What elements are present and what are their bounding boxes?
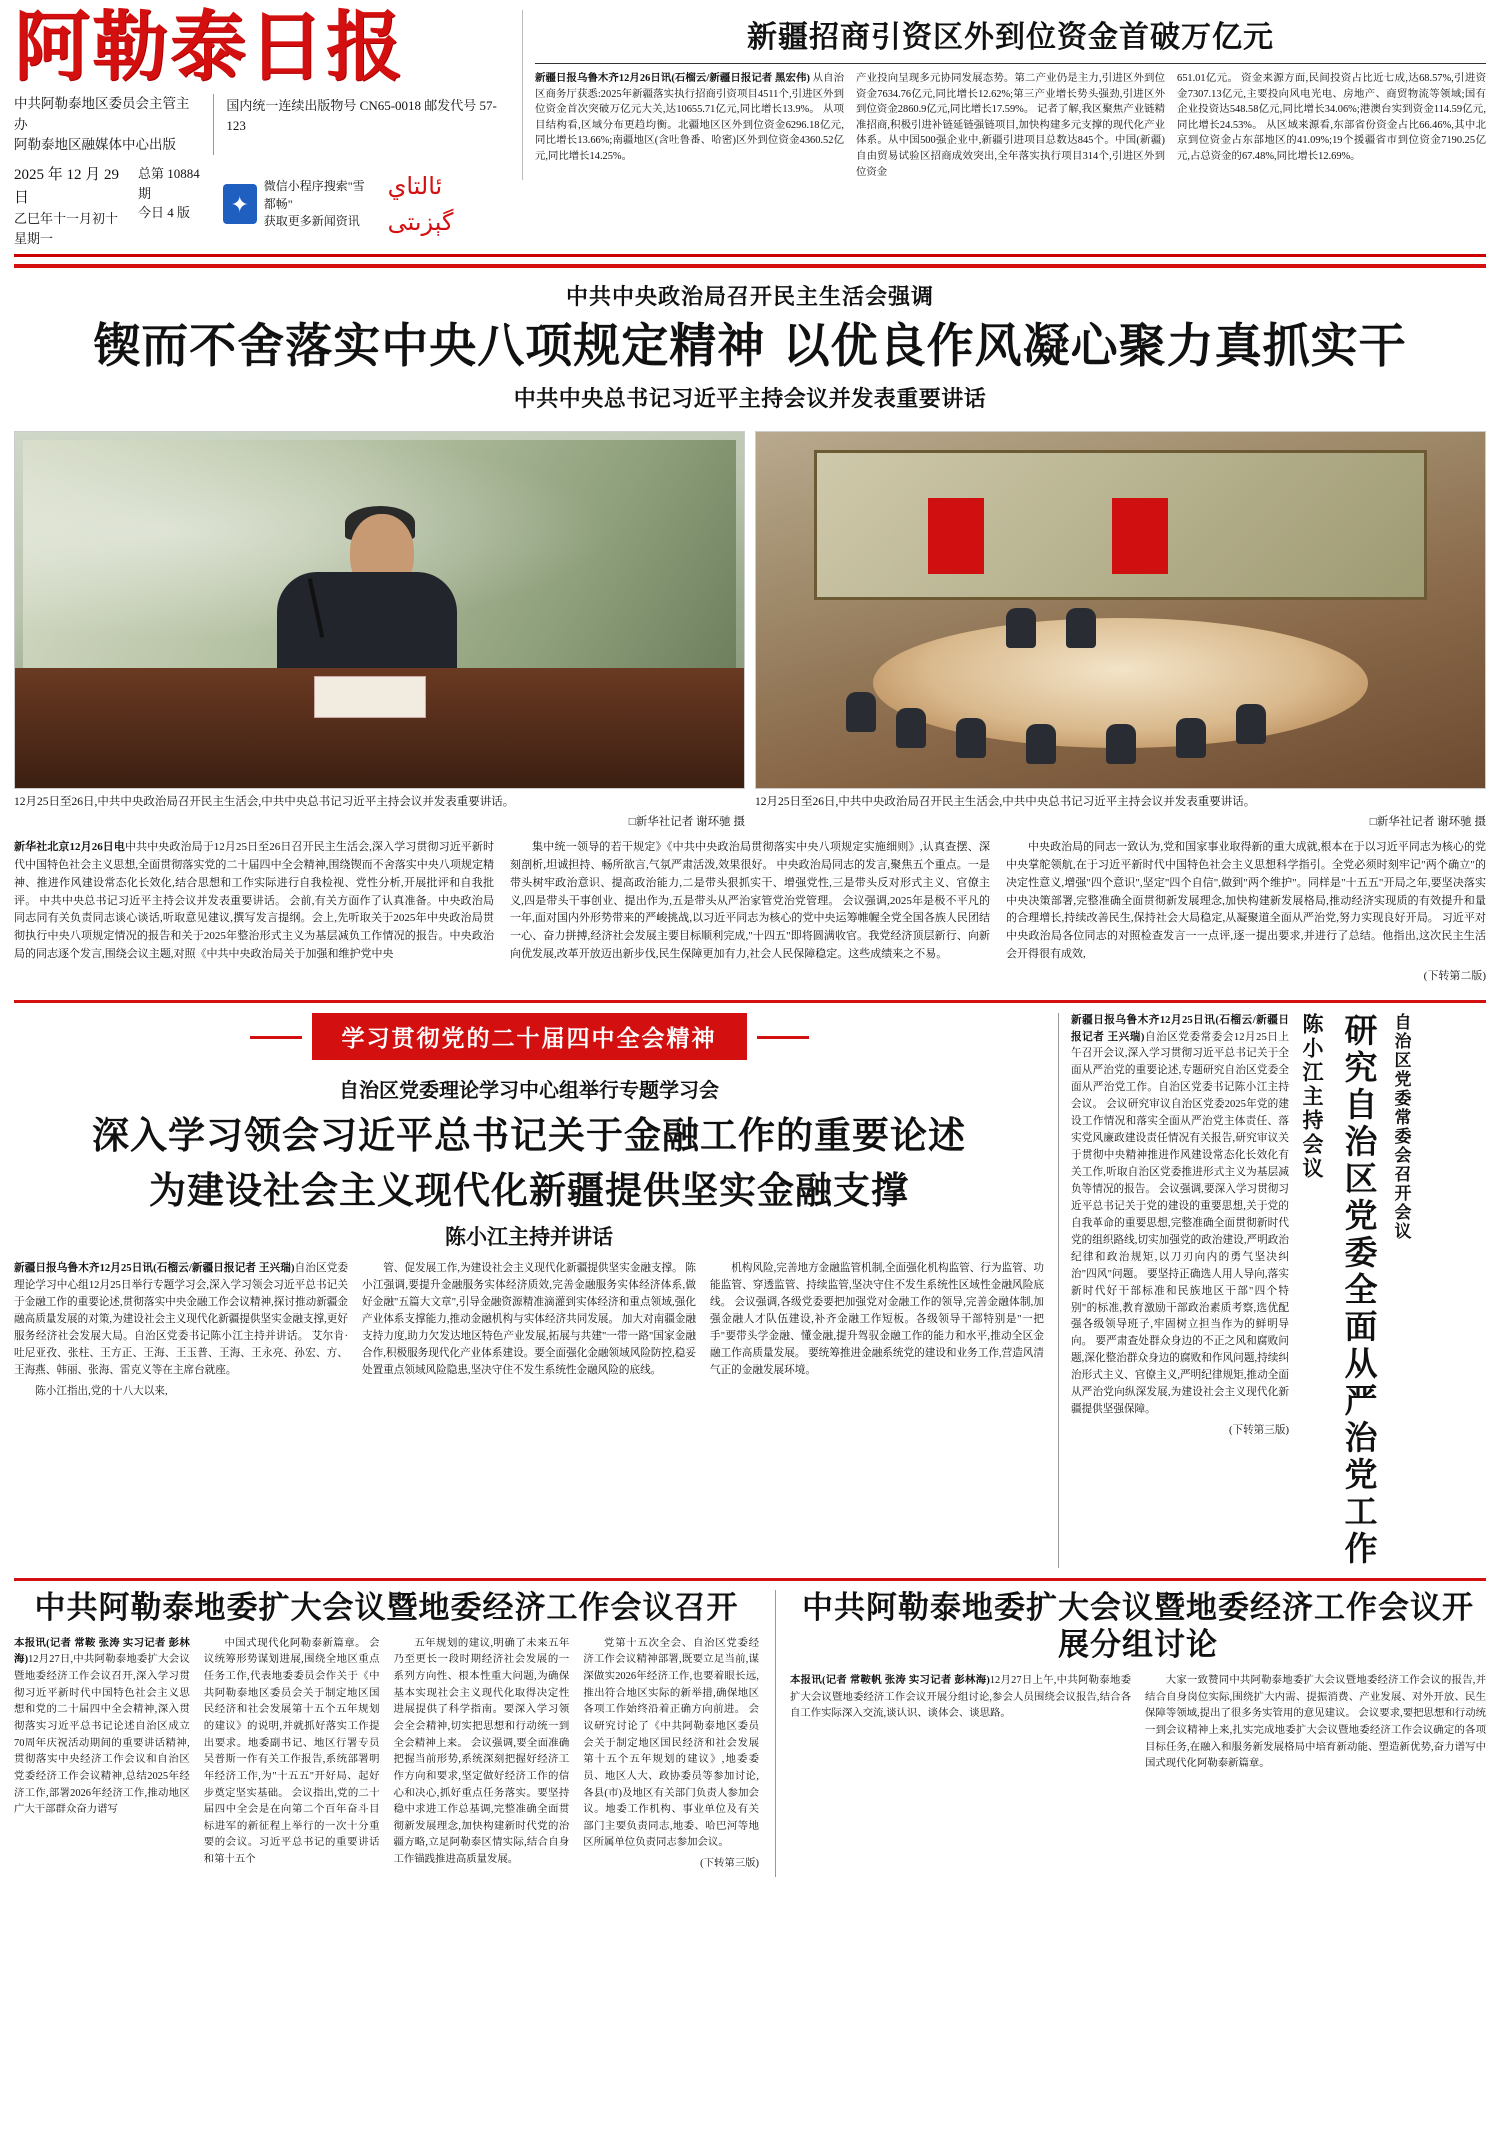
mid-columns [14, 1261, 1044, 1405]
photo-caption: 12月25日至26日,中共中央政治局召开民主生活会,中共中央总书记习近平主持会议并发表重要讲话。 [755, 795, 1256, 808]
top-story-column: 651.01亿元。 资金来源方面,民间投资占比近七成,达68.57%,引进资金7307.13亿元,主要投向风电光电、房地产、商贸物流等领域;国有企业投资达548.58亿元,同比增长34.06%;港澳台实到资金114.59亿元,同比增长24.53%。 从区域来源看,东部省份资金占比66.46%,其中北京到位资金占东部地区的41.09%;19个援疆省市到位资金7190.25亿元,占总资金的67.48%,同比增长12.69%。 [1177, 73, 1486, 163]
bottom-right-lead-paragraph [790, 1673, 1131, 1723]
top-story-columns [535, 71, 1486, 180]
dateline: 新疆日报乌鲁木齐12月25日讯(石榴云/新疆日报记者 王兴瑞) [1071, 1014, 1289, 1043]
bottom-left-columns [14, 1636, 759, 1877]
bottom-right-body: 大家一致赞同中共阿勒泰地委扩大会议暨地委经济工作会议的报告,并结合自身岗位实际,围绕扩大内需、提振消费、产业发展、对外开放、民生保障等领域,提出了很多务实管用的意见建议。 会议要求,要把思想和行动统一到会议精神上来,扎实完成地委扩大会议暨地委经济工作会议确定的各项目标任务,在融入和服务新发展格局中培育新动能、塑造新优势,奋力谱写中国式现代化阿勒泰新篇章。 [1145, 1674, 1486, 1770]
seated-participant [1176, 718, 1206, 758]
issue-block [138, 164, 205, 223]
bottom-left-column [583, 1636, 759, 1877]
date-block [14, 164, 120, 248]
bottom-body: 12月27日,中共阿勒泰地委扩大会议暨地委经济工作会议召开,深入学习贯彻习近平新时代中国特色社会主义思想和党的二十届四中全会精神,深入贯彻落实习近平总书记论述自治区成立70周年庆祝活动期间的重要讲话精神,贯彻落实中央经济工作会议和自治区党委经济工作会议精神,总结2025年经济工作,部署2026年经济工作,推动地区广大干部群众奋力谱写 [14, 1654, 190, 1816]
standing-committee-story [1058, 1013, 1486, 1568]
bottom-right-headline: 中共阿勒泰地委扩大会议暨地委经济工作会议开展分组讨论 [802, 1589, 1474, 1663]
serial-number: 国内统一连续出版物号 CN65-0018 邮发代号 57-123 [226, 98, 497, 133]
top-story-dateline: 新疆日报乌鲁木齐12月26日讯(石榴云/新疆日报记者 黑宏伟) [535, 73, 810, 84]
seated-participant [1106, 724, 1136, 764]
miniprogram-line-1: 微信小程序搜索"雪都畅" [263, 179, 365, 211]
mid-body: 自治区党委理论学习中心组12月25日举行专题学习会,深入学习领会习近平总书记关于金融工作的重要论述,贯彻落实中央金融工作会议精神,探讨推动新疆金融高质量发展的对策,为建设社会主义现代化新疆提供坚实金融支撑,更好服务经济社会发展大局。自治区党委书记陈小江主持并讲话。 艾尔肯·吐尼亚孜、张柱、王方正、王海、王玉普、王海、王永亮、孙宏、方、王海燕、韩丽、张海、雷克义等在主席台就座。 [14, 1263, 349, 1376]
mid-lead-paragraph [14, 1261, 348, 1380]
masthead-right-story [522, 10, 1486, 180]
mid-column [362, 1261, 696, 1405]
mid-column [14, 1261, 348, 1405]
masthead [14, 2, 1486, 257]
masthead-left [14, 2, 522, 248]
vertical-subhead: 陈小江主持会议 [1300, 1012, 1324, 1181]
lead-body: 中共中央政治局于12月25日至26日召开民主生活会,深入学习贯彻习近平新时代中国特色社会主义思想,全面贯彻落实党的二十届四中全会精神,围绕锲而不舍落实中央八项规定精神、推进作风建设常态化长效化,结合思想和工作实际进行自我检视、党性分析,开展批评和自我批评。 中共中央总书记习近平主持会议并发表重要讲话。 会前,有关方面作了认真准备。中央政治局同志同有关负责同志谈心谈话,听取意见建议,撰写发言提纲。会上,先听取关于2025年中央政治局贯彻执行中央八项规定情况的报告和关于2025年整治形式主义为基层减负工作情况的报告。中央政治局的同志逐个发言,围绕会议主题,对照《中共中央政治局关于加强和维护党中央 [14, 841, 495, 960]
vertical-story-text [1071, 1013, 1289, 1568]
mid-body-2: 陈小江指出,党的十八大以来, [35, 1385, 168, 1397]
national-flag-icon [928, 498, 984, 574]
photo-credit: □新华社记者 谢环驰 摄 [628, 816, 745, 829]
publisher-line-1: 中共阿勒泰地区委员会主管主办 [14, 96, 190, 132]
bottom-right-column [790, 1673, 1131, 1777]
seated-participant [1236, 704, 1266, 744]
newspaper-logo: 阿勒泰日报 [14, 2, 404, 91]
section-banner: 学习贯彻党的二十届四中全会精神 [312, 1013, 747, 1060]
top-story-body: 从自治区商务厅获悉:2025年新疆落实执行招商引资项目4511个,引进区外到位资金首次突破万亿元大关,达10655.71亿元,同比增长13.9%。 从项目结构看,区域分布更趋均衡。北疆地区区外到位资金6296.18亿元,同比增长13.66%;南疆地区(含吐鲁番、哈密)区外到位资金4360.52亿元,同比增长14.25%。 [535, 73, 844, 163]
bottom-body: 党第十五次全会、自治区党委经济工作会议精神部署,既要立足当前,谋深做实2026年经济工作,也要着眼长远,推出符合地区实际的新举措,确保地区各项工作始终沿着正确方向前进。 会议研究讨论了《中共阿勒泰地区委员会关于制定地区国民经济和社会发展第十五个五年规划的建议》,地委委员、地区人大、政协委员等参加讨论,各县(市)及地区有关部门负责人参加会议。地委工作机构、事业单位及有关部门主要负责同志,地委、哈巴河等地区所属单位负责同志参加会议。 [583, 1637, 759, 1849]
seated-participant [1026, 724, 1056, 764]
vertical-kicker: 自治区党委常委会召开会议 [1391, 1012, 1411, 1241]
bottom-right-body: 12月27日上午,中共阿勒泰地委扩大会议暨地委经济工作会议开展分组讨论,参会人员围绕会议报告,结合各自工作实际深入交流,谈认识、谈体会、谈思路。 [790, 1674, 1131, 1720]
miniprogram-promo[interactable] [223, 168, 496, 240]
issue-number: 总第 10884 期 [138, 166, 200, 201]
seated-participant [1006, 608, 1036, 648]
photo-speaker-at-table [14, 431, 745, 789]
mid-subhead: 陈小江主持并讲话 [445, 1225, 613, 1250]
mid-headline-line-1: 深入学习领会习近平总书记关于金融工作的重要论述 [92, 1112, 966, 1157]
nameplate [314, 676, 426, 718]
top-story-column [535, 71, 844, 180]
bottom-left-headline: 中共阿勒泰地委扩大会议暨地委经济工作会议召开 [34, 1589, 739, 1626]
continued-marker: (下转第三版) [1228, 1425, 1289, 1437]
seated-participant [896, 708, 926, 748]
page-count: 今日 4 版 [138, 205, 191, 221]
vertical-body: 自治区党委常委会12月25日上午召开会议,深入学习贯彻习近平总书记关于全面从严治党的重要论述,专题研究自治区党委全面从严治党工作。自治区党委书记陈小江主持会议。 会议研究审议自治区党委2025年党的建设工作情况和落实全面从严治党主体责任、落实党风廉政建设责任情况有关报告,研究审议关于贯彻中央精神推进作风建设常态化长效化有关工作,听取自治区党委推进形式主义为基层减负等情况的报告。 会议强调,要深入学习贯彻习近平总书记关于党的建设的重要思想,关于党的自我革命的重要思想,完整准确全面贯彻新时代党的组织路线,切实加强党的政治建设,严明政治纪律和政治规矩,以刀刃向内的勇气坚决纠治"四风"问题。 要坚持正确选人用人导向,落实新时代好干部标准和民族地区干部"四个特别"的标准,教育激励干部政治素质考察,选优配强各级领导班子,牢固树立担当作为的鲜明导向。 要严肃查处群众身边的不正之风和腐败问题,深化整治群众身边的腐败和作风问题,持续纠治形式主义、官僚主义,严明纪律规矩,推动全面从严治党向纵深发展,为建设社会主义现代化新疆提供坚强保障。 [1071, 1031, 1290, 1416]
photo-credit: □新华社记者 谢环驰 摄 [1369, 816, 1486, 829]
seated-participant [846, 692, 876, 732]
mid-body: 机构风险,完善地方金融监管机制,全面强化机构监管、行为监管、功能监管、穿透监管、持续监管,坚决守住不发生系统性区域性金融风险底线。 会议强调,各级党委要把加强党对金融工作的领导,完善金融体制,加强金融人才队伍建设,补齐金融工作短板。各级领导干部特别是"一把手"要带头学金融、懂金融,提升驾驭金融工作的能力和水平,推动全区金融工作高质量发展。 要统筹推进金融系统党的建设和业务工作,营造风清气正的金融发展环境。 [710, 1263, 1044, 1376]
vertical-lead-paragraph [1071, 1013, 1289, 1420]
vertical-headline: 研究自治区党委全面从严治党工作 [1339, 1012, 1379, 1568]
bottom-body: 五年规划的建议,明确了未来五年乃至更长一段时期经济社会发展的一系列方向性、根本性重大问题,为确保基本实现社会主义现代化取得决定性进展提供了科学指南。要深入学习领会全会精神,切实把思想和行动统一到全会精神上来。 会议强调,要全面准确把握当前形势,系统深刻把握好经济工作方向和要求,坚定做好经济工作的信心和决心,抓好重点任务落实。要坚持稳中求进工作总基调,完整准确全面贯彻新发展理念,加快构建新时代党的治疆方略,立足阿勒泰区情实际,结合自身工作锚践推进高质量发展。 [393, 1637, 570, 1866]
section-banner-wrap [14, 1013, 1044, 1060]
top-story-column: 产业投向呈现多元协同发展态势。第二产业仍是主力,引进区外到位资金7634.76亿元,同比增长12.62%;第三产业增长势头强劲,引进区外到位资金2860.9亿元,同比增长17.59%。 记者了解,我区聚焦产业链精准招商,积极引进补链延链强链项目,加快构建多元支撑的现代化产业体系。从中国500强企业中,新疆引进项目总数达845个。中国(新疆)自由贸易试验区招商成效突出,全年落实执行项目314个,引进区外到位资金 [856, 73, 1165, 178]
dateline: 新华社北京12月26日电 [14, 841, 125, 854]
dateline: 本报讯(记者 常鞍 张涛 实习记者 彭林海) [14, 1637, 190, 1666]
lead-body: 集中统一领导的若干规定》《中共中央政治局贯彻落实中央八项规定实施细则》,认真查摆、深刻剖析,坦诚担持、畅所欲言,气氛严肃活泼,效果很好。 中央政治局同志的发言,聚焦五个重点。一是带头树牢政治意识、提高政治能力,二是带头狠抓实干、增强党性,三是带头反对形式主义、官僚主义,四是带头干事创业、提出作为,五是带头从严治家管党治党管理。 会议强调,2025年是极不平凡的一年,面对国内外形势带来的严峻挑战,以习近平同志为核心的党中央运筹帷幄全党全国各族人民团结一心、奋力拼搏,经济社会发展主要目标顺利完成,"十四五"即将圆满收官。我党经济顶层新行、向新向优发展,改革开放迈出新步伐,民生保障更加有力,社会人民保障稳定。这些成绩来之不易。 [510, 841, 990, 960]
bottom-left-column [14, 1636, 190, 1877]
bottom-body: 中国式现代化阿勒泰新篇章。 会议统筹形势谋划进展,围绕全地区重点任务工作,代表地委委员会作关于《中共阿勒泰地区委员会关于制定地区国民经济和社会发展第十五个五年规划的建议》的说明,并就抓好落实工作提出要求。地委副书记、地区行署专员吴普斯一作有关工作报告,系统部署明年经济工作,为"十五五"开好局、起好步奠定坚实基础。 会议指出,党的二十届四中全会是在向第二个百年奋斗目标进军的新征程上举行的一次十分重要的会议。习近平总书记的重要讲话和第十五个 [203, 1637, 380, 1866]
mid-body: 管、促发展工作,为建设社会主义现代化新疆提供坚实金融支撑。 陈小江强调,要提升金融服务实体经济质效,完善金融服务实体经济体系,做好金融"五篇大文章",引导金融资源精准滴灌到实体经济和重点领域,强化产业体系支撑能力,推动金融机构与实体经济共同发展。 加大对南疆金融支持力度,助力欠发达地区特色产业发展,拓展与共建"一带一路"国家金融合作,积极服务现代化产业体系建设。要全面强化金融领域风险防控,稳妥处置重点领域风险隐患,坚决守住不发生系统性金融风险的底线。 [362, 1263, 696, 1376]
bottom-lead-paragraph [14, 1636, 190, 1819]
bottom-left-column [204, 1636, 380, 1877]
date-weekday: 星期一 [14, 230, 54, 246]
lead-headline: 锲而不舍落实中央八项规定精神 以优良作风凝心聚力真抓实干 [93, 319, 1407, 375]
lead-story-header [14, 268, 1486, 421]
lead-story-column [510, 839, 990, 990]
miniprogram-line-2: 获取更多新闻资讯 [263, 213, 360, 228]
dateline: 本报讯(记者 常鞍帆 张涛 实习记者 彭林海) [790, 1674, 990, 1686]
lead-story-column [1006, 839, 1486, 990]
bottom-right-column [1145, 1673, 1486, 1777]
middle-section [14, 1000, 1486, 1568]
lead-story-column [14, 839, 494, 990]
photo-block-1 [14, 431, 745, 829]
seated-participant [1066, 608, 1096, 648]
uyghur-title: ئالتاي گېزىتى [387, 172, 454, 237]
continued-marker: (下转第三版) [700, 1858, 759, 1870]
publisher-info [14, 94, 201, 155]
dateline: 新疆日报乌鲁木齐12月25日讯(石榴云/新疆日报记者 王兴瑞) [14, 1263, 295, 1275]
masthead-publisher-row [14, 94, 514, 155]
bottom-section [14, 1578, 1486, 1877]
theory-study-story [14, 1013, 1044, 1568]
continued-marker: (下转第二版) [1423, 969, 1486, 982]
bottom-right-columns [790, 1673, 1486, 1777]
photo-caption: 12月25日至26日,中共中央政治局召开民主生活会,中共中央总书记习近平主持会议并发表重要讲话。 [14, 795, 515, 808]
masthead-dates-row [14, 164, 514, 248]
photo-block-2 [755, 431, 1486, 829]
lead-paragraph [14, 839, 494, 964]
date-lunar: 乙巳年十一月初十 [14, 211, 119, 227]
masthead-divider [213, 94, 214, 155]
group-discussion-story [775, 1590, 1486, 1877]
lead-subhead: 中共中央总书记习近平主持会议并发表重要讲话 [513, 385, 987, 411]
top-story-headline: 新疆招商引资区外到位资金首破万亿元 [535, 10, 1486, 64]
figure-body [277, 572, 457, 676]
miniprogram-text [264, 178, 374, 230]
party-flag-icon [1112, 498, 1168, 574]
date-gregorian: 2025 年 12 月 29 日 [14, 167, 120, 206]
wechat-miniprogram-icon: ✦ [223, 184, 257, 224]
mid-headline-line-2: 为建设社会主义现代化新疆提供坚实金融支撑 [149, 1167, 909, 1212]
seated-participant [956, 718, 986, 758]
photo-meeting-room [755, 431, 1486, 789]
lead-photo-row [14, 431, 1486, 829]
bottom-left-column [394, 1636, 570, 1877]
prefecture-meeting-story [14, 1590, 759, 1877]
mid-kicker: 自治区党委理论学习中心组举行专题学习会 [339, 1079, 719, 1102]
lead-story-columns [14, 839, 1486, 990]
lead-kicker: 中共中央政治局召开民主生活会强调 [565, 284, 934, 310]
publisher-line-2: 阿勒泰地区融媒体中心出版 [14, 136, 176, 152]
lead-body: 中央政治局的同志一致认为,党和国家事业取得新的重大成就,根本在于以习近平同志为核心的党中央掌舵领航,在于习近平新时代中国特色社会主义思想科学指引。全党必须时刻牢记"两个确立"的决定性意义,增强"四个意识",坚定"四个自信",做到"两个维护"。同样是"十五五"开局之年,要坚决落实中央决策部署,完整准确全面贯彻新发展理念,加快构建新发展格局,推动经济实现质的有效提升和量的合理增长,持续改善民生,保持社会大局稳定,从凝聚道全面从严治党,努力实现良好开局。 习近平对中央政治局各位同志的对照检查发言一一点评,逐一提出要求,并进行了总结。他指出,这次民主生活会开得很有成效, [1006, 841, 1486, 960]
mid-column [710, 1261, 1044, 1405]
